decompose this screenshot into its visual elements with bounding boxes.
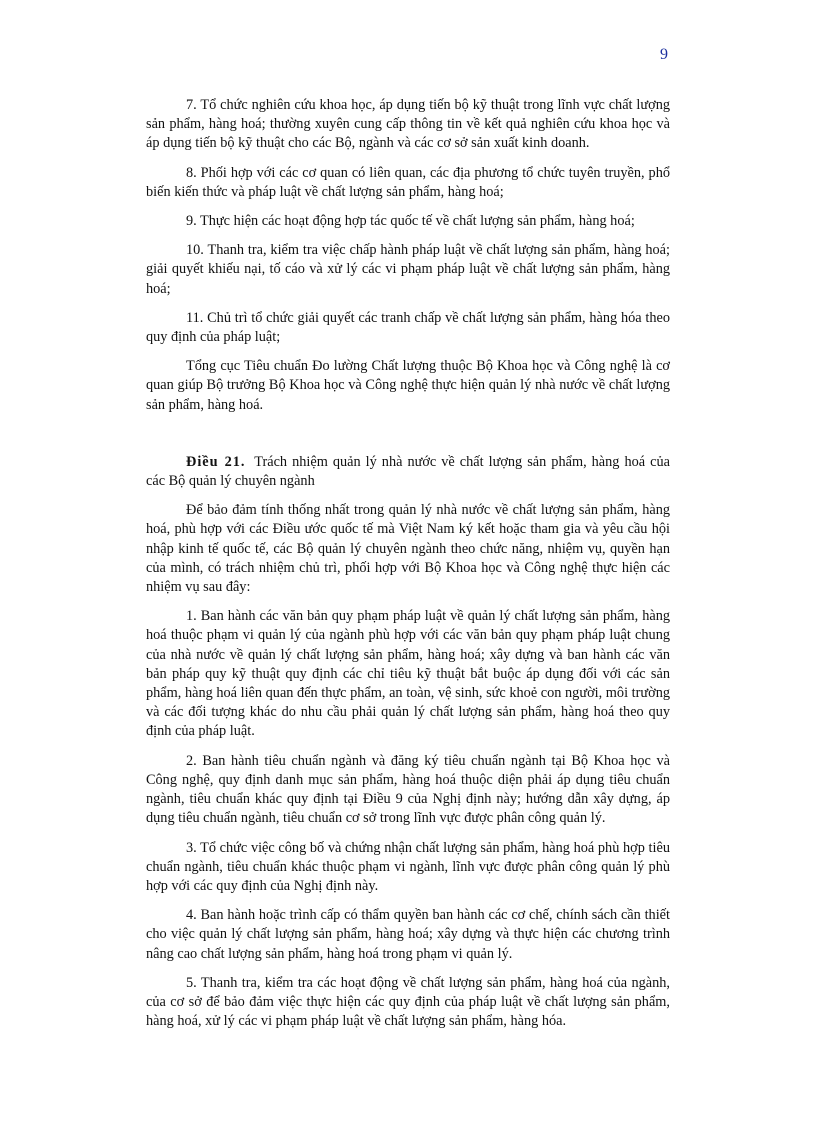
paragraph-item-7: 7. Tổ chức nghiên cứu khoa học, áp dụng tiến bộ kỹ thuật trong lĩnh vực chất lượng sản phẩm, hàng hoá; thường xuyên cung cấp thông tin về kết quả nghiên cứu khoa học và áp dụng tiến bộ kỹ thuật cho các Bộ, ngành và các cơ sở sản xuất kinh doanh. [146, 97, 670, 152]
paragraph-item-9: 9. Thực hiện các hoạt động hợp tác quốc tế về chất lượng sản phẩm, hàng hoá; [186, 213, 635, 230]
paragraph-duty-1: 1. Ban hành các văn bản quy phạm pháp luật về quản lý chất lượng sản phẩm, hàng hoá thuộc phạm vi quản lý của ngành phù hợp với các văn bản quy phạm pháp luật chung của nhà nước về quản lý chất lượng sản phẩm, hàng hoá; xây dựng và ban hành các văn bản pháp quy kỹ thuật quy định các chỉ tiêu kỹ thuật bắt buộc áp dụng đối với các sản phẩm, hàng hoá liên quan đến thực phẩm, an toàn, vệ sinh, sức khoẻ con người, môi trường và các đối tượng khác do nhu cầu phải quản lý chất lượng sản phẩm, hàng hoá theo quy định của pháp luật. [146, 608, 670, 740]
article-title: Trách nhiệm quản lý nhà nước về chất lượng sản phẩm, hàng hoá của các Bộ quản lý chuyên ngành [146, 453, 670, 490]
paragraph-duty-2: 2. Ban hành tiêu chuẩn ngành và đăng ký tiêu chuẩn ngành tại Bộ Khoa học và Công nghệ, quy định danh mục sản phẩm, hàng hoá thuộc diện phải áp dụng tiêu chuẩn ngành, tiêu chuẩn khác quy định tại Điều 9 của Nghị định này; hướng dẫn xây dựng, áp dụng tiêu chuẩn ngành, tiêu chuẩn cơ sở trong lĩnh vực được phân công quản lý. [146, 752, 670, 827]
page-number: 9 [660, 46, 668, 63]
paragraph-duty-3: 3. Tổ chức việc công bố và chứng nhận chất lượng sản phẩm, hàng hoá phù hợp tiêu chuẩn ngành, tiêu chuẩn khác thuộc phạm vi ngành, lĩnh vực được phân công quản lý phù hợp với các quy định của Nghị định này. [146, 839, 670, 894]
paragraph-agency-note: Tổng cục Tiêu chuẩn Đo lường Chất lượng thuộc Bộ Khoa học và Công nghệ là cơ quan giúp Bộ trưởng Bộ Khoa học và Công nghệ thực hiện quản lý nhà nước về chất lượng sản phẩm, hàng hoá. [146, 358, 670, 413]
article-heading [146, 453, 670, 491]
document-body [146, 96, 670, 1041]
paragraph-item-8: 8. Phối hợp với các cơ quan có liên quan, các địa phương tổ chức tuyên truyền, phổ biến kiến thức và pháp luật về chất lượng sản phẩm, hàng hoá; [146, 164, 670, 200]
paragraph-item-11: 11. Chủ trì tổ chức giải quyết các tranh chấp về chất lượng sản phẩm, hàng hóa theo quy định của pháp luật; [146, 309, 670, 346]
article-label: Điều 21. [186, 453, 246, 470]
paragraph-duty-5: 5. Thanh tra, kiểm tra các hoạt động về chất lượng sản phẩm, hàng hoá của ngành, của cơ sở để bảo đảm việc thực hiện các quy định của pháp luật về chất lượng sản phẩm, hàng hoá, xử lý các vi phạm pháp luật về chất lượng sản phẩm, hàng hóa. [146, 974, 670, 1030]
paragraph-duty-4: 4. Ban hành hoặc trình cấp có thẩm quyền ban hành các cơ chế, chính sách cần thiết cho việc quản lý chất lượng sản phẩm, hàng hoá; xây dựng và thực hiện các chương trình nâng cao chất lượng sản phẩm, hàng hoá trong phạm vi quản lý. [146, 907, 670, 962]
paragraph-intro: Để bảo đảm tính thống nhất trong quản lý nhà nước về chất lượng sản phẩm, hàng hoá, phù hợp với các Điều ước quốc tế mà Việt Nam ký kết hoặc tham gia và yêu cầu hội nhập kinh tế quốc tế, các Bộ quản lý chuyên ngành theo chức năng, nhiệm vụ, quyền hạn của mình, có trách nhiệm chủ trì, phối hợp với Bộ Khoa học và Công nghệ thực hiện các nhiệm vụ sau đây: [146, 502, 670, 596]
paragraph-item-10: 10. Thanh tra, kiểm tra việc chấp hành pháp luật về chất lượng sản phẩm, hàng hoá; giải quyết khiếu nại, tố cáo và xử lý các vi phạm pháp luật về chất lượng sản phẩm, hàng hoá; [146, 242, 670, 297]
